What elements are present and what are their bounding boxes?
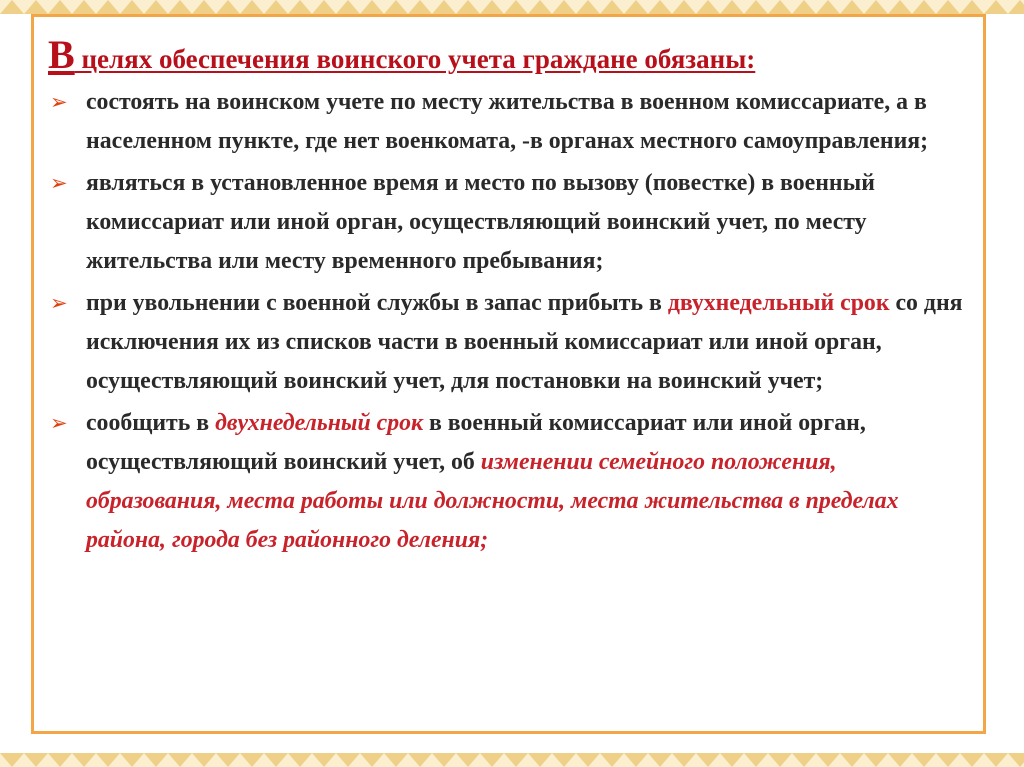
deadline-highlight: двухнедельный срок	[215, 410, 424, 436]
bullet-text-end: со дня исключения их из списков части в военный комиссариат или иной орган, осуществляющий воинский учет, для постановки на воинский учет;	[86, 290, 963, 394]
top-decorative-band	[0, 0, 1024, 14]
obligations-list	[48, 83, 978, 560]
list-item	[48, 164, 978, 281]
arrow-bullet-icon: ➢	[50, 411, 68, 435]
bullet-text-start: при увольнении с военной службы в запас прибыть в	[86, 290, 668, 316]
changes-highlight: изменении семейного положения, образования, места работы или должности, места жительства в пределах района, города без районного деления;	[86, 449, 899, 553]
slide-content	[48, 33, 978, 563]
bottom-decorative-band	[0, 753, 1024, 767]
arrow-bullet-icon: ➢	[50, 291, 68, 315]
arrow-bullet-icon: ➢	[50, 90, 68, 114]
deadline-highlight: двухнедельный срок	[667, 290, 890, 316]
title-first-letter: В	[48, 32, 75, 77]
list-item	[48, 83, 978, 161]
list-item	[48, 284, 978, 401]
list-item	[48, 404, 978, 560]
slide-title	[48, 33, 978, 81]
arrow-bullet-icon: ➢	[50, 171, 68, 195]
bullet-text: являться в установленное время и место по вызову (повестке) в военный комиссариат или иной орган, осуществляющий воинский учет, по месту жительства или месту временного пребывания;	[86, 170, 875, 274]
bullet-text: состоять на воинском учете по месту жительства в военном комиссариате, а в населенном пункте, где нет военкомата, -в органах местного самоуправления;	[86, 89, 929, 154]
bullet-text-start: сообщить в	[86, 410, 216, 436]
bullet-text-middle: в военный комиссариат или иной орган, осуществляющий воинский учет, об	[86, 410, 866, 475]
title-text: целях обеспечения воинского учета граждане обязаны:	[74, 44, 756, 74]
